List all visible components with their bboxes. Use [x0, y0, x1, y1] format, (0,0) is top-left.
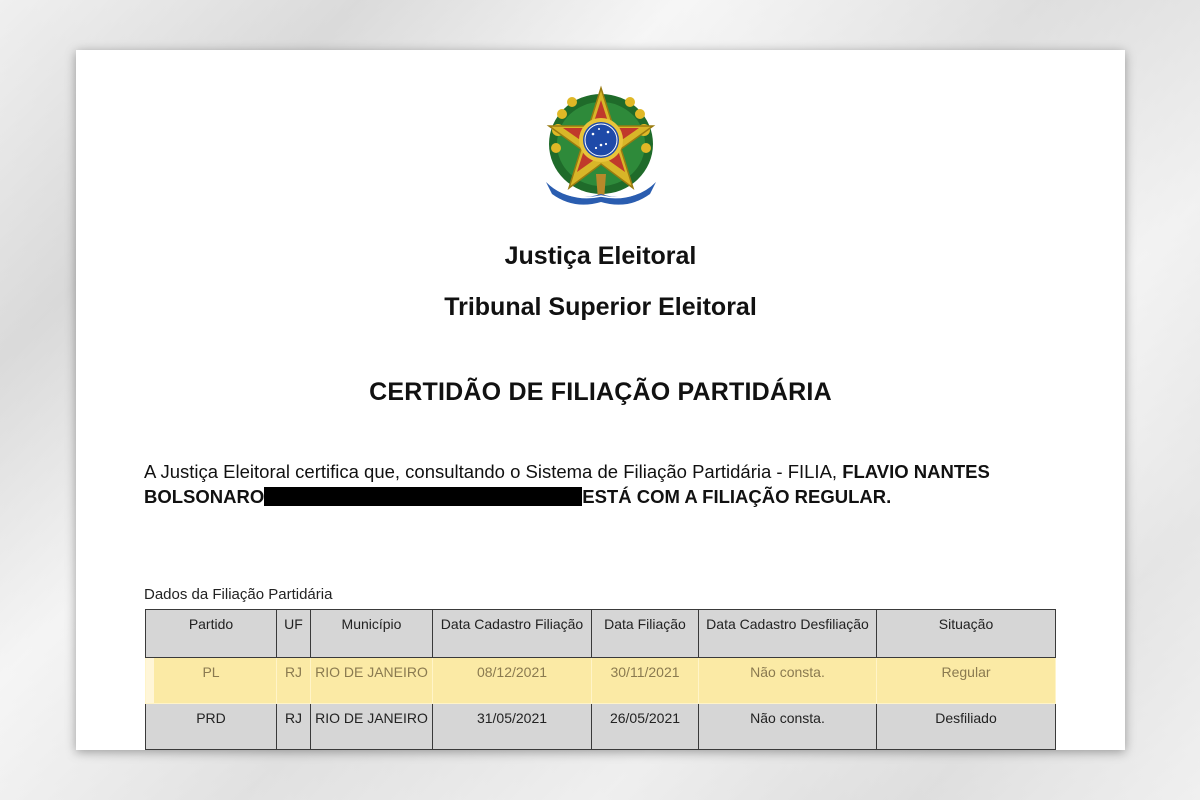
table-row — [146, 658, 1056, 704]
table-cell: PL — [146, 658, 277, 704]
table-cell: RJ — [277, 704, 311, 750]
table-header-row — [146, 610, 1056, 658]
table-cell: RIO DE JANEIRO — [311, 658, 433, 704]
table-cell: Regular — [877, 658, 1056, 704]
column-header: UF — [277, 610, 311, 658]
table-cell: 30/11/2021 — [592, 658, 699, 704]
table-cell: PRD — [146, 704, 277, 750]
table-cell: Não consta. — [699, 658, 877, 704]
court-name: Tribunal Superior Eleitoral — [444, 293, 757, 321]
certificate-page — [76, 50, 1125, 750]
table-cell: RIO DE JANEIRO — [311, 704, 433, 750]
statement-result: ESTÁ COM A FILIAÇÃO REGULAR. — [582, 486, 892, 507]
statement-intro: A Justiça Eleitoral certifica que, consultando o Sistema de Filiação Partidária - FILIA, — [144, 461, 843, 482]
table-cell: 26/05/2021 — [592, 704, 699, 750]
column-header: Partido — [146, 610, 277, 658]
table-cell: 31/05/2021 — [433, 704, 592, 750]
person-name: FLAVIO NANTES BOLSONARO — [144, 461, 990, 507]
table-row — [146, 704, 1056, 750]
column-header: Situação — [877, 610, 1056, 658]
organization-name: Justiça Eleitoral — [504, 242, 697, 270]
column-header: Data Cadastro Desfiliação — [699, 610, 877, 658]
brazil-coat-of-arms-icon — [538, 82, 664, 210]
affiliation-table — [145, 609, 1056, 750]
table-cell: RJ — [277, 658, 311, 704]
section-label: Dados da Filiação Partidária — [144, 586, 333, 603]
certificate-statement — [144, 459, 1024, 509]
column-header: Município — [311, 610, 433, 658]
table-cell: Não consta. — [699, 704, 877, 750]
redacted-block — [264, 487, 582, 506]
column-header: Data Filiação — [592, 610, 699, 658]
table-cell: Desfiliado — [877, 704, 1056, 750]
table-cell: 08/12/2021 — [433, 658, 592, 704]
column-header: Data Cadastro Filiação — [433, 610, 592, 658]
document-title: CERTIDÃO DE FILIAÇÃO PARTIDÁRIA — [369, 378, 832, 406]
